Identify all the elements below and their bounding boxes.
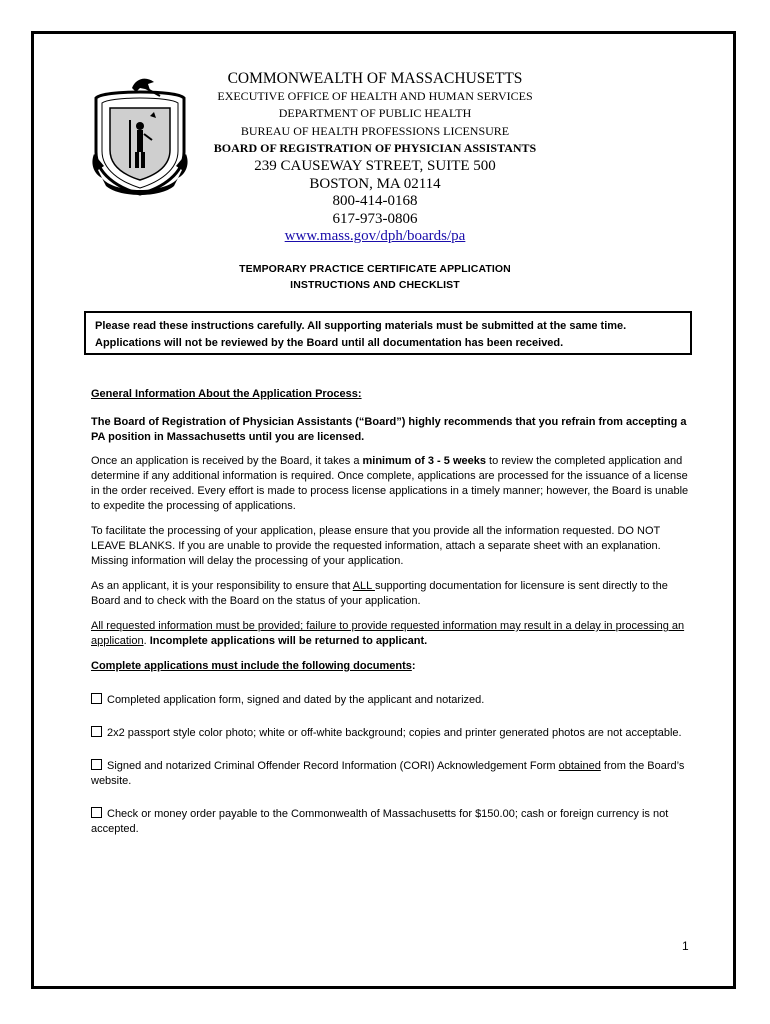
notice-line-1: Please read these instructions carefully. All supporting materials must be submitted at the same time. <box>95 320 627 332</box>
massachusetts-seal-icon <box>84 74 196 198</box>
checkbox-photo[interactable] <box>91 726 102 737</box>
checklist-item-photo: 2x2 passport style color photo; white or off-white background; copies and printer generated photos are not acceptable. <box>91 726 691 741</box>
responsibility-paragraph: As an applicant, it is your responsibility to ensure that ALL supporting documentation for licensure is sent directly to the Board and to check with the Board on the status of your application. <box>91 580 668 607</box>
title-line-2: INSTRUCTIONS AND CHECKLIST <box>290 279 460 291</box>
header-phone-1: 800-414-0168 <box>332 193 418 210</box>
checklist-item-payment: Check or money order payable to the Commonwealth of Massachusetts for $150.00; cash or foreign currency is not accepted. <box>91 808 669 835</box>
document-title <box>195 261 555 293</box>
checkbox-cori[interactable] <box>91 759 102 770</box>
header-phone-2: 617-973-0806 <box>332 210 418 227</box>
header-city-address: BOSTON, MA 02114 <box>309 175 441 192</box>
agency-header <box>195 70 555 246</box>
document-body <box>91 387 691 837</box>
recommendation-paragraph: The Board of Registration of Physician Assistants (“Board”) highly recommends that you refrain from accepting a PA position in Massachusetts until you are licensed. <box>91 416 687 443</box>
header-website-link[interactable]: www.mass.gov/dph/boards/pa <box>284 228 466 245</box>
header-bureau: BUREAU OF HEALTH PROFESSIONS LICENSURE <box>240 123 510 138</box>
notice-box <box>84 311 692 355</box>
checklist-item-cori: Signed and notarized Criminal Offender Record Information (CORI) Acknowledgement Form obtained from the Board’s website. <box>91 760 685 787</box>
header-commonwealth: COMMONWEALTH OF MASSACHUSETTS <box>227 70 523 87</box>
header-street-address: 239 CAUSEWAY STREET, SUITE 500 <box>254 157 496 174</box>
notice-line-2: Applications will not be reviewed by the Board until all documentation has been received. <box>95 337 564 349</box>
processing-time-paragraph: Once an application is received by the Board, it takes a minimum of 3 - 5 weeks to review the completed application and determine if any additional information is required. Once complete, applications are processed for the issuance of a license in the order received. Every effort is made to process license applications in a timely manner; however, the Board is unable to expedite the processing of applications. <box>91 455 689 512</box>
checkbox-payment[interactable] <box>91 807 102 818</box>
page-number: 1 <box>682 939 689 953</box>
header-executive-office: EXECUTIVE OFFICE OF HEALTH AND HUMAN SERVICES <box>217 88 533 103</box>
requested-info-paragraph: All requested information must be provided; failure to provide requested information may result in a delay in processing an application. Incomplete applications will be returned to applicant. <box>91 620 685 647</box>
header-department: DEPARTMENT OF PUBLIC HEALTH <box>278 106 472 121</box>
facilitate-paragraph: To facilitate the processing of your application, please ensure that you provide all the information requested. DO NOT LEAVE BLANKS. If you are unable to provide the requested information, attach a separate sheet with an explanation. Missing information will delay the processing of your application. <box>91 525 661 567</box>
general-info-heading: General Information About the Application Process: <box>91 388 362 400</box>
checklist-item-application: Completed application form, signed and dated by the applicant and notarized. <box>91 693 691 708</box>
checkbox-application[interactable] <box>91 693 102 704</box>
header-board: BOARD OF REGISTRATION OF PHYSICIAN ASSISTANTS <box>213 141 537 156</box>
title-line-1: TEMPORARY PRACTICE CERTIFICATE APPLICATION <box>239 263 511 275</box>
documents-heading: Complete applications must include the following documents: <box>91 660 416 672</box>
